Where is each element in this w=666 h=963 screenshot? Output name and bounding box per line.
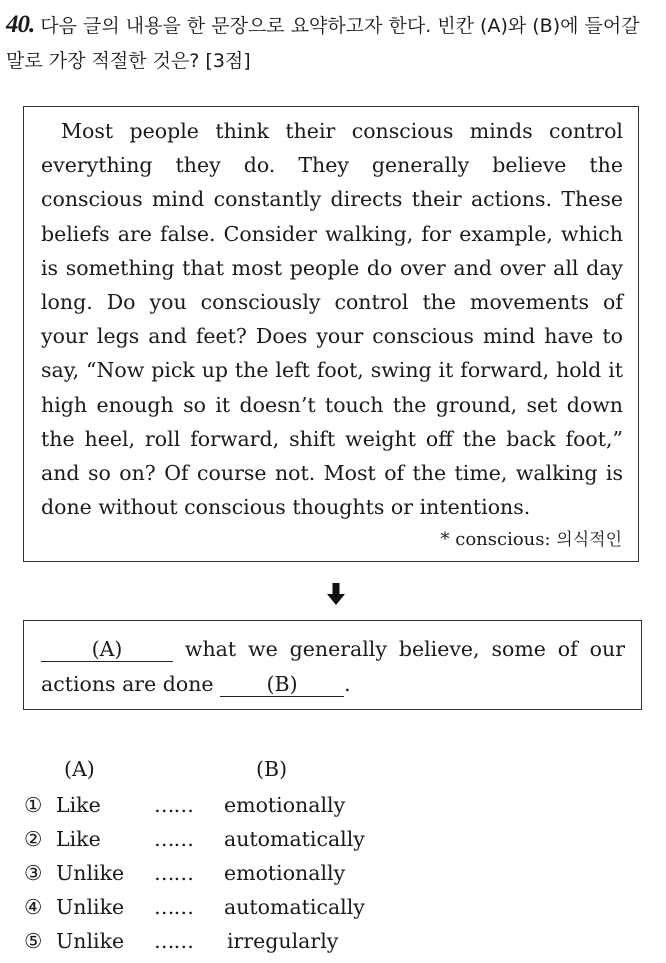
footnote-term: * conscious:: [440, 529, 551, 550]
choice-a: Unlike: [56, 861, 125, 885]
footnote: [441, 525, 622, 550]
choice-header-b: (B): [256, 757, 288, 781]
blank-a: (A): [41, 637, 173, 662]
choice-b: irregularly: [227, 929, 339, 953]
passage-box: [23, 106, 639, 562]
down-arrow-icon: [326, 582, 346, 606]
choice-option[interactable]: [24, 861, 424, 895]
choice-number: ⑤: [24, 929, 43, 953]
choice-dots: ……: [154, 861, 193, 885]
choice-b: automatically: [224, 895, 365, 919]
choice-option[interactable]: [24, 929, 424, 963]
choice-a: Like: [56, 793, 101, 817]
choice-b: emotionally: [224, 861, 346, 885]
choice-dots: ……: [154, 827, 193, 851]
footnote-gloss: 의식적인: [556, 530, 622, 550]
question-number: 40.: [6, 11, 35, 38]
choice-number: ④: [24, 895, 43, 919]
summary-sentence: [41, 632, 625, 701]
choice-option[interactable]: [24, 895, 424, 929]
choice-dots: ……: [154, 895, 193, 919]
choice-dots: ……: [154, 793, 193, 817]
question-header: [6, 8, 656, 78]
choice-number: ③: [24, 861, 43, 885]
choice-a: Unlike: [56, 895, 125, 919]
choice-a: Like: [56, 827, 101, 851]
choice-dots: ……: [154, 929, 193, 953]
choice-option[interactable]: [24, 827, 424, 861]
summary-middle: what we generally believe, some of our actions are done: [41, 637, 625, 696]
choice-b: automatically: [224, 827, 365, 851]
choice-number: ①: [24, 793, 43, 817]
choice-option[interactable]: [24, 793, 424, 827]
summary-box: [23, 620, 642, 710]
summary-end: .: [344, 671, 351, 696]
choice-number: ②: [24, 827, 43, 851]
passage-text: Most people think their conscious minds control everything they do. They generally believe the conscious mind constantly directs their actions. These beliefs are false. Consider walking, for example, which is something that most people do over and over all day long. Do you consciously control the movements of your legs and feet? Does your conscious mind have to say, “Now pick up the left foot, swing it forward, hold it high enough so it doesn’t touch the ground, set down the heel, roll forward, shift weight off the back foot,” and so on? Of course not. Most of the time, walking is done without conscious thoughts or intentions.: [41, 119, 623, 520]
choice-a: Unlike: [56, 929, 125, 953]
blank-b: (B): [220, 672, 344, 697]
choice-header-a: (A): [64, 757, 95, 781]
question-text: 다음 글의 내용을 한 문장으로 요약하고자 한다. 빈칸 (A)와 (B)에 들어갈 말로 가장 적절한 것은? [3점]: [6, 15, 640, 72]
choice-b: emotionally: [224, 793, 346, 817]
